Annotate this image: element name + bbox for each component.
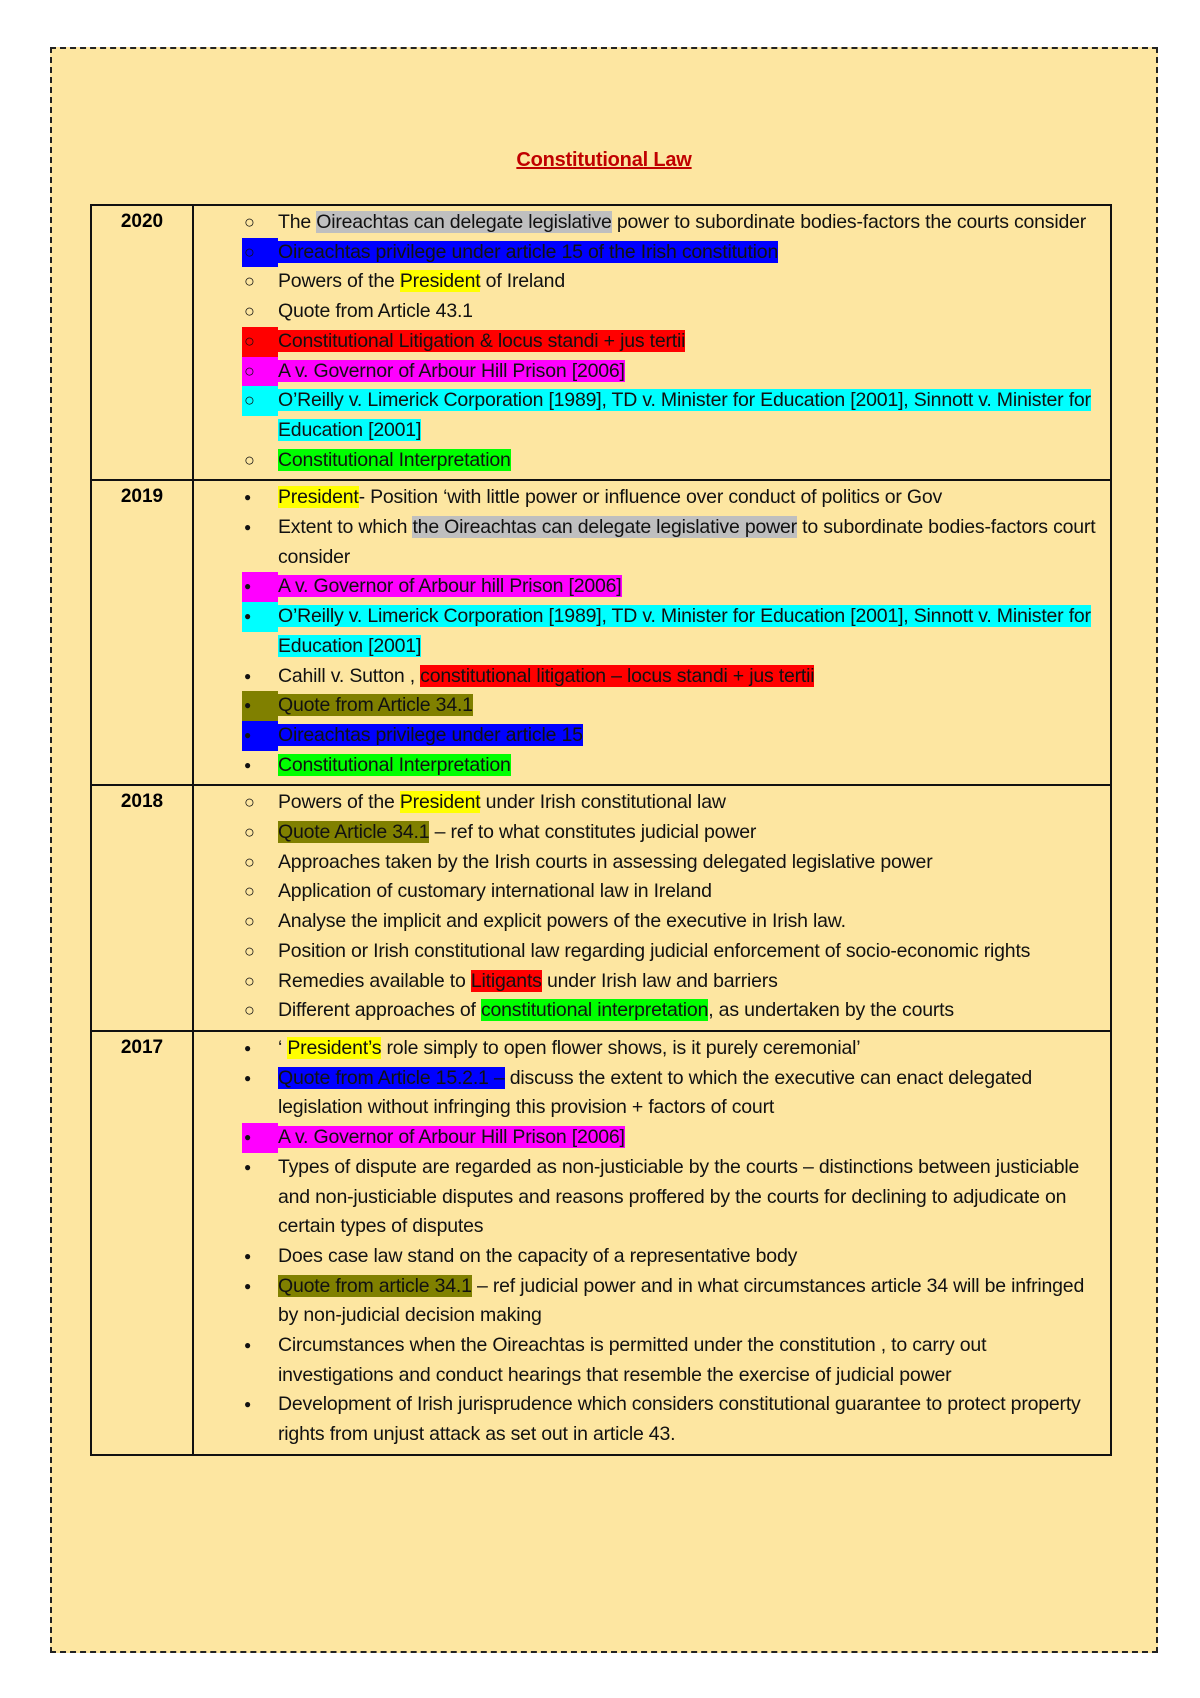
list-item-text: – ref judicial power and in what circumstances article 34 will be infringed by non-judicial decision making bbox=[278, 1274, 1085, 1327]
circle-bullet-icon bbox=[242, 267, 278, 297]
list-item bbox=[194, 602, 1104, 661]
bullet-icon bbox=[242, 1034, 278, 1064]
list-item-text: – ref to what constitutes judicial power bbox=[429, 821, 757, 844]
circle-bullet-icon bbox=[242, 967, 278, 997]
list-item-text: ‘ bbox=[278, 1036, 288, 1059]
list-item-text: Oireachtas privilege under article 15 of the Irish constitution bbox=[278, 240, 779, 263]
list-item bbox=[194, 1034, 1104, 1064]
table-row bbox=[91, 785, 1111, 1031]
list-item bbox=[194, 483, 1104, 513]
bullet-icon bbox=[242, 602, 278, 632]
bullet-icon bbox=[242, 572, 278, 602]
list-item bbox=[194, 1242, 1104, 1272]
list-item bbox=[194, 238, 1104, 268]
list-item-text: A v. Governor of Arbour Hill Prison [2006] bbox=[278, 1126, 625, 1149]
list-item-text: Quote from Article 43.1 bbox=[278, 300, 473, 323]
list-item bbox=[194, 572, 1104, 602]
page-title: Constitutional Law bbox=[516, 149, 692, 171]
list-item-text: Development of Irish jurisprudence which considers constitutional guarantee to protect property rights from unjust attack as set out in article 43. bbox=[278, 1393, 1081, 1446]
list-item-text: to subordinate bodies-factors court consider bbox=[278, 516, 1096, 568]
circle-bullet-icon bbox=[242, 357, 278, 387]
circle-bullet-icon bbox=[242, 446, 278, 476]
list-item-text: Cahill v. Sutton , bbox=[278, 664, 421, 687]
bullet-icon bbox=[242, 721, 278, 751]
circle-bullet-icon bbox=[242, 907, 278, 937]
year-cell: 2020 bbox=[91, 205, 193, 480]
list-item-text: , as undertaken by the courts bbox=[708, 999, 954, 1022]
circle-bullet-icon bbox=[242, 818, 278, 848]
topics-cell bbox=[193, 205, 1111, 480]
list-item bbox=[194, 996, 1104, 1026]
list-item bbox=[194, 662, 1104, 692]
bullet-icon bbox=[242, 1390, 278, 1420]
list-item bbox=[194, 877, 1104, 907]
bullet-icon bbox=[242, 483, 278, 513]
list-item-text: Constitutional Interpretation bbox=[278, 448, 511, 471]
list-item bbox=[194, 357, 1104, 387]
bullet-icon bbox=[242, 1331, 278, 1361]
list-item-text: President bbox=[278, 486, 359, 509]
circle-bullet-icon bbox=[242, 327, 278, 357]
list-item-text: Does case law stand on the capacity of a representative body bbox=[278, 1244, 798, 1267]
list-item-text: constitutional interpretation bbox=[480, 999, 709, 1022]
list-item bbox=[194, 327, 1104, 357]
list-item bbox=[194, 848, 1104, 878]
bullet-icon bbox=[242, 1242, 278, 1272]
list-item-text: The bbox=[278, 211, 317, 233]
list-item bbox=[194, 513, 1104, 572]
list-item-text: the Oireachtas can delegate legislative power bbox=[412, 516, 797, 539]
circle-bullet-icon bbox=[242, 788, 278, 818]
list-item-text: Circumstances when the Oireachtas is permitted under the constitution , to carry out investigations and conduct hearings that resemble the exercise of judicial power bbox=[278, 1334, 987, 1386]
list-item-text: Powers of the bbox=[278, 270, 400, 293]
list-item bbox=[194, 297, 1104, 327]
topic-list bbox=[194, 206, 1110, 479]
circle-bullet-icon bbox=[242, 386, 278, 416]
year-cell: 2019 bbox=[91, 480, 193, 785]
list-item-text: Extent to which bbox=[278, 516, 413, 539]
list-item bbox=[194, 937, 1104, 967]
list-item-text: President bbox=[399, 270, 481, 293]
list-item-text: Oireachtas can delegate legislative bbox=[316, 211, 612, 233]
table-row bbox=[91, 1031, 1111, 1455]
list-item-text: A v. Governor of Arbour hill Prison [2006] bbox=[278, 575, 622, 598]
list-item bbox=[194, 1390, 1104, 1449]
list-item-text: - Position ‘with little power or influence over conduct of politics or Gov bbox=[358, 486, 943, 509]
circle-bullet-icon bbox=[242, 297, 278, 327]
list-item-text: role simply to open flower shows, is it purely ceremonial’ bbox=[381, 1036, 861, 1059]
topics-cell bbox=[193, 1031, 1111, 1455]
list-item bbox=[194, 788, 1104, 818]
bullet-icon bbox=[242, 691, 278, 721]
year-cell: 2018 bbox=[91, 785, 193, 1031]
topics-cell bbox=[193, 785, 1111, 1031]
list-item bbox=[194, 446, 1104, 476]
list-item-text: Different approaches of bbox=[278, 999, 481, 1022]
list-item-text: Quote from Article 34.1 bbox=[278, 694, 473, 717]
list-item bbox=[194, 721, 1104, 751]
list-item-text: Oireachtas privilege under article 15 bbox=[278, 723, 583, 746]
list-item-text: O’Reilly v. Limerick Corporation [1989], TD v. Minister for Education [2001], Sinnott v. Minister for Education [2001] bbox=[278, 389, 1091, 441]
year-cell: 2017 bbox=[91, 1031, 193, 1455]
circle-bullet-icon bbox=[242, 238, 278, 268]
list-item-text: constitutional litigation – locus standi + jus tertii bbox=[420, 664, 815, 687]
list-item bbox=[194, 386, 1104, 445]
exam-topics-table bbox=[90, 204, 1112, 1456]
list-item-text: under Irish law and barriers bbox=[541, 969, 778, 992]
bullet-icon bbox=[242, 662, 278, 692]
list-item-text: Application of customary international law in Ireland bbox=[278, 880, 712, 903]
bullet-icon bbox=[242, 1064, 278, 1094]
list-item-text: Quote from Article 15.2.1 – bbox=[278, 1066, 505, 1089]
list-item bbox=[194, 1153, 1104, 1242]
circle-bullet-icon bbox=[242, 996, 278, 1026]
list-item bbox=[194, 1331, 1104, 1390]
list-item bbox=[194, 751, 1104, 781]
table-row bbox=[91, 205, 1111, 480]
list-item-text: power to subordinate bodies-factors the courts consider bbox=[611, 211, 1087, 233]
list-item-text: under Irish constitutional law bbox=[480, 791, 726, 814]
list-item bbox=[194, 967, 1104, 997]
list-item-text: Quote Article 34.1 bbox=[278, 821, 430, 844]
list-item-text: of Ireland bbox=[480, 270, 565, 293]
list-item bbox=[194, 1064, 1104, 1123]
list-item-text: Types of dispute are regarded as non-justiciable by the courts – distinctions between justiciable and non-justiciable disputes and reasons proffered by the courts for declining to adjudicate on certain types of disputes bbox=[278, 1155, 1080, 1238]
topic-list bbox=[194, 481, 1110, 784]
list-item bbox=[194, 208, 1104, 238]
table-row bbox=[91, 480, 1111, 785]
list-item-text: Powers of the bbox=[278, 791, 400, 814]
list-item-text: Quote from article 34.1 bbox=[278, 1274, 472, 1297]
document-page bbox=[50, 47, 1158, 1653]
list-item bbox=[194, 1272, 1104, 1331]
circle-bullet-icon bbox=[242, 208, 278, 238]
list-item-text: Litigants bbox=[470, 969, 542, 992]
bullet-icon bbox=[242, 1153, 278, 1183]
circle-bullet-icon bbox=[242, 937, 278, 967]
list-item-text: Remedies available to bbox=[278, 969, 471, 992]
circle-bullet-icon bbox=[242, 848, 278, 878]
list-item-text: discuss the extent to which the executive can enact delegated legislation without infringing this provision + factors of court bbox=[278, 1066, 1033, 1119]
topic-list bbox=[194, 1032, 1110, 1454]
bullet-icon bbox=[242, 1272, 278, 1302]
list-item-text: Constitutional Interpretation bbox=[278, 753, 511, 776]
list-item bbox=[194, 1123, 1104, 1153]
list-item-text: O’Reilly v. Limerick Corporation [1989], TD v. Minister for Education [2001], Sinnott v. Minister for Education [2001] bbox=[278, 605, 1091, 657]
list-item-text: Analyse the implicit and explicit powers of the executive in Irish law. bbox=[278, 910, 846, 933]
list-item-text: President’s bbox=[287, 1036, 382, 1059]
list-item-text: A v. Governor of Arbour Hill Prison [2006] bbox=[278, 359, 625, 382]
list-item-text: Position or Irish constitutional law regarding judicial enforcement of socio-economic rights bbox=[278, 939, 1031, 962]
list-item bbox=[194, 818, 1104, 848]
list-item-text: Constitutional Litigation & locus standi + jus tertii bbox=[278, 329, 686, 352]
list-item bbox=[194, 691, 1104, 721]
list-item bbox=[194, 267, 1104, 297]
list-item-text: President bbox=[399, 791, 481, 814]
bullet-icon bbox=[242, 513, 278, 543]
list-item-text: Approaches taken by the Irish courts in assessing delegated legislative power bbox=[278, 850, 933, 873]
list-item bbox=[194, 907, 1104, 937]
circle-bullet-icon bbox=[242, 877, 278, 907]
bullet-icon bbox=[242, 1123, 278, 1153]
topic-list bbox=[194, 786, 1110, 1030]
table-body bbox=[91, 205, 1111, 1455]
topics-cell bbox=[193, 480, 1111, 785]
bullet-icon bbox=[242, 751, 278, 781]
